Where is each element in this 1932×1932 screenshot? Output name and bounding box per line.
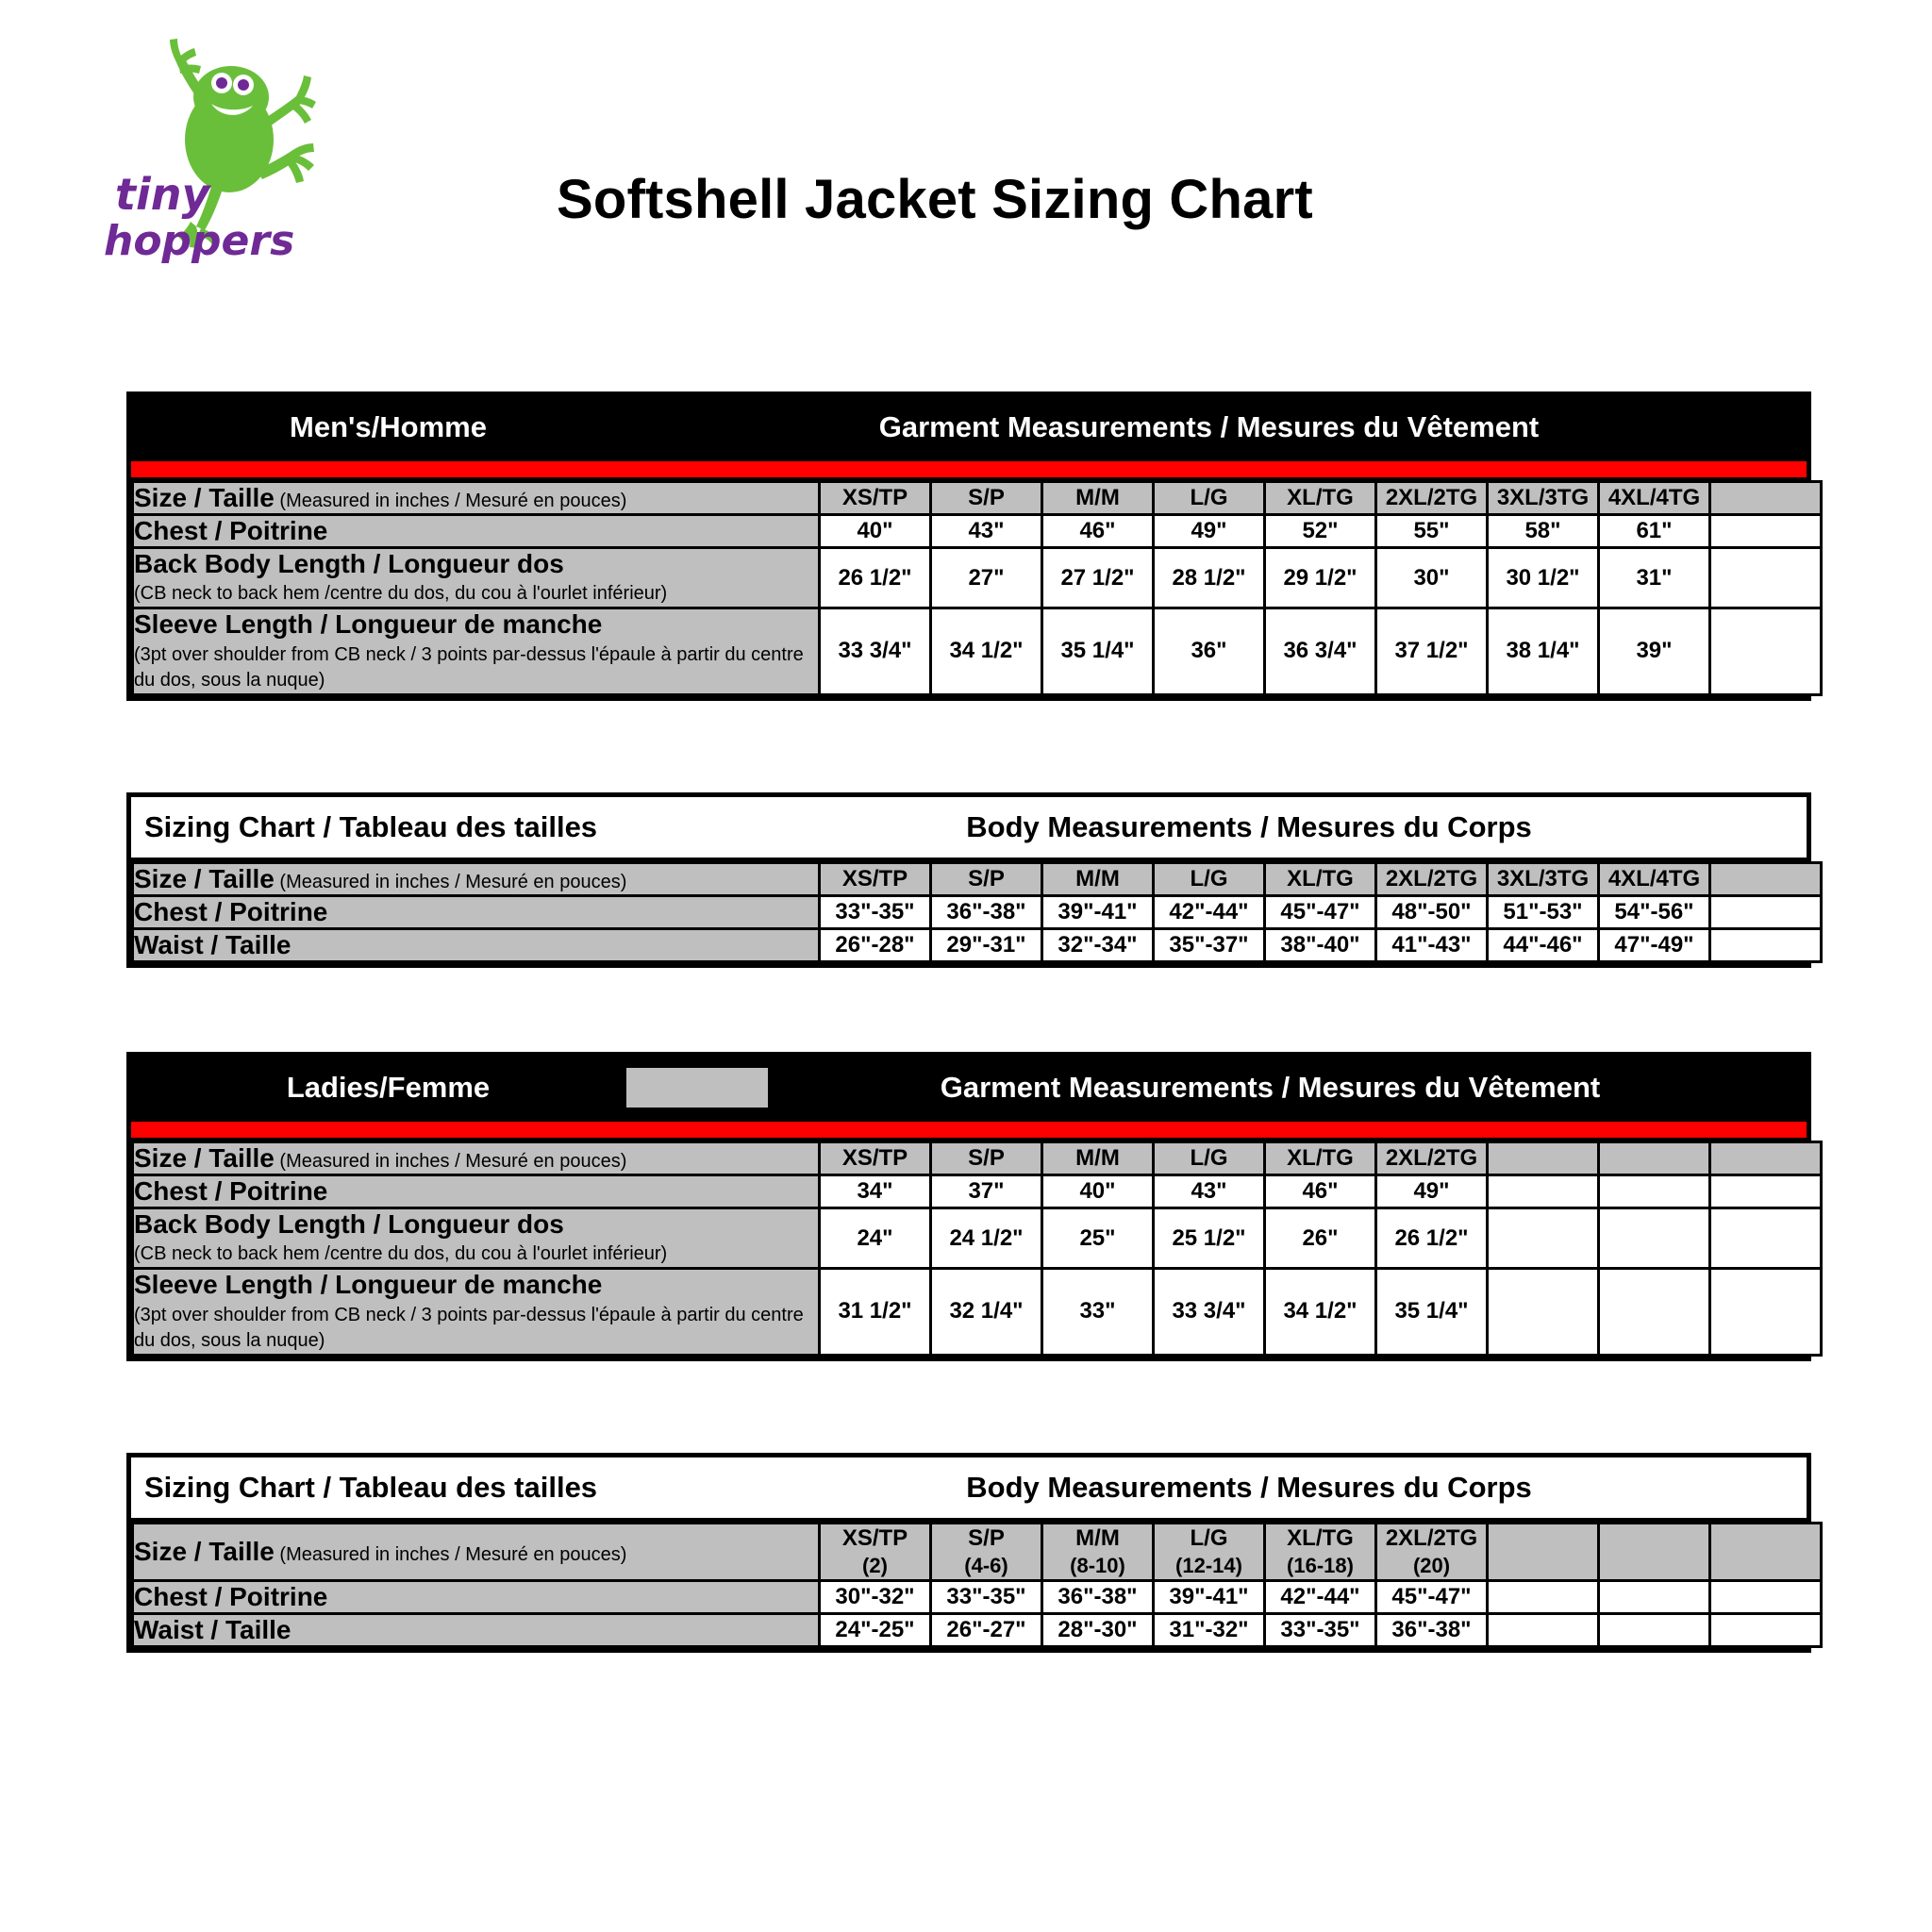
row-label-main: Waist / Taille bbox=[134, 930, 291, 960]
measurement-cell: 42"-44" bbox=[1154, 896, 1265, 929]
measurement-cell: 46" bbox=[1265, 1175, 1376, 1208]
row-label-cell bbox=[133, 896, 820, 929]
measurement-cell: 30 1/2" bbox=[1488, 548, 1599, 608]
size-header-label: M/M bbox=[1075, 485, 1120, 510]
measurement-cell: 37 1/2" bbox=[1376, 608, 1488, 694]
row-label-cell bbox=[133, 1580, 820, 1613]
banner-mens-body bbox=[131, 797, 1807, 861]
red-accent-bar bbox=[131, 458, 1807, 480]
measurement-cell: 33"-35" bbox=[931, 1580, 1042, 1613]
row-label-sub: (3pt over shoulder from CB neck / 3 points par-dessus l'épaule à partir du centre du dos, sous la nuque) bbox=[134, 1304, 804, 1351]
measurement-cell: 52" bbox=[1265, 515, 1376, 548]
size-header-cell bbox=[1265, 1524, 1376, 1581]
measurement-cell: 40" bbox=[1042, 1175, 1154, 1208]
size-header-label: 2XL/2TG bbox=[1385, 1525, 1478, 1551]
table-row bbox=[133, 608, 1822, 694]
measurement-cell: 48"-50" bbox=[1376, 896, 1488, 929]
measurement-cell: 33 3/4" bbox=[1154, 1269, 1265, 1355]
banner-placeholder-box bbox=[626, 1068, 768, 1108]
size-header-cell bbox=[820, 1524, 931, 1581]
size-taille-sub: (Measured in inches / Mesuré en pouces) bbox=[274, 1151, 627, 1172]
size-header-cell bbox=[820, 1142, 931, 1175]
measurement-cell: 38 1/4" bbox=[1488, 608, 1599, 694]
row-label-main: Back Body Length / Longueur dos bbox=[134, 549, 564, 579]
size-header-cell bbox=[1488, 482, 1599, 515]
measurement-cell: 31"-32" bbox=[1154, 1613, 1265, 1646]
size-header-row bbox=[133, 1524, 1822, 1581]
size-header-numeric-sub: (4-6) bbox=[964, 1554, 1008, 1577]
measurement-cell: 30"-32" bbox=[820, 1580, 931, 1613]
measurement-cell: 35"-37" bbox=[1154, 929, 1265, 962]
empty-measurement-cell bbox=[1710, 1175, 1822, 1208]
size-header-label: XL/TG bbox=[1287, 866, 1354, 891]
measurements-table-ladies-garment bbox=[131, 1141, 1823, 1357]
measurement-cell: 51"-53" bbox=[1488, 896, 1599, 929]
measurement-cell: 40" bbox=[820, 515, 931, 548]
measurement-cell: 26 1/2" bbox=[820, 548, 931, 608]
size-header-label: L/G bbox=[1190, 866, 1228, 891]
measurement-cell: 39"-41" bbox=[1042, 896, 1154, 929]
measurement-cell: 34" bbox=[820, 1175, 931, 1208]
empty-measurement-cell bbox=[1710, 515, 1822, 548]
empty-size-header-cell bbox=[1710, 1142, 1822, 1175]
table-row bbox=[133, 1613, 1822, 1646]
table-row bbox=[133, 1175, 1822, 1208]
size-header-cell bbox=[1154, 1524, 1265, 1581]
size-taille-sub: (Measured in inches / Mesuré en pouces) bbox=[274, 491, 627, 511]
measurement-cell: 33"-35" bbox=[820, 896, 931, 929]
measurement-cell: 36" bbox=[1154, 608, 1265, 694]
red-accent-bar bbox=[131, 1119, 1807, 1141]
measurement-cell: 26"-28" bbox=[820, 929, 931, 962]
measurement-cell: 43" bbox=[931, 515, 1042, 548]
size-taille-label-cell bbox=[133, 1524, 820, 1581]
measurement-cell: 42"-44" bbox=[1265, 1580, 1376, 1613]
size-header-label: L/G bbox=[1190, 1145, 1228, 1171]
size-header-row bbox=[133, 863, 1822, 896]
logo-text-line1: tiny bbox=[115, 169, 210, 220]
banner-right-label: Body Measurements / Mesures du Corps bbox=[966, 1471, 1532, 1504]
measurement-cell: 44"-46" bbox=[1488, 929, 1599, 962]
measurements-table-ladies-body bbox=[131, 1522, 1823, 1648]
size-taille-sub: (Measured in inches / Mesuré en pouces) bbox=[274, 872, 627, 892]
row-label-cell bbox=[133, 548, 820, 608]
size-header-cell bbox=[1265, 482, 1376, 515]
banner-right-label: Garment Measurements / Mesures du Vêtement bbox=[878, 410, 1540, 443]
size-header-label: M/M bbox=[1075, 866, 1120, 891]
measurements-table-mens-garment bbox=[131, 480, 1823, 696]
measurement-cell: 39"-41" bbox=[1154, 1580, 1265, 1613]
measurement-cell: 24"-25" bbox=[820, 1613, 931, 1646]
size-header-cell bbox=[1599, 482, 1710, 515]
size-header-label: L/G bbox=[1190, 485, 1228, 510]
measurement-cell: 26" bbox=[1265, 1208, 1376, 1269]
table-block-mens-body bbox=[126, 792, 1811, 968]
size-header-label: M/M bbox=[1075, 1145, 1120, 1171]
measurement-cell: 31" bbox=[1599, 548, 1710, 608]
frog-logo-icon bbox=[94, 28, 330, 274]
banner-mens-garment bbox=[131, 396, 1807, 458]
size-header-numeric-sub: (2) bbox=[862, 1554, 888, 1577]
measurement-cell: 45"-47" bbox=[1265, 896, 1376, 929]
empty-measurement-cell bbox=[1488, 1269, 1599, 1355]
empty-size-header-cell bbox=[1710, 863, 1822, 896]
measurement-cell: 33 3/4" bbox=[820, 608, 931, 694]
banner-left-label: Sizing Chart / Tableau des tailles bbox=[144, 810, 598, 843]
measurement-cell: 35 1/4" bbox=[1376, 1269, 1488, 1355]
empty-measurement-cell bbox=[1488, 1208, 1599, 1269]
size-header-label: S/P bbox=[968, 485, 1005, 510]
row-label-main: Sleeve Length / Longueur de manche bbox=[134, 609, 603, 640]
row-label-main: Chest / Poitrine bbox=[134, 516, 328, 545]
empty-size-header-cell bbox=[1488, 1524, 1599, 1581]
size-header-label: 2XL/2TG bbox=[1385, 866, 1478, 891]
size-header-cell bbox=[1376, 1142, 1488, 1175]
measurement-cell: 45"-47" bbox=[1376, 1580, 1488, 1613]
banner-left-label: Sizing Chart / Tableau des tailles bbox=[144, 1471, 598, 1504]
banner-ladies-garment bbox=[131, 1057, 1807, 1119]
empty-measurement-cell bbox=[1710, 1613, 1822, 1646]
size-header-label: XL/TG bbox=[1287, 1145, 1354, 1171]
size-header-cell bbox=[1042, 482, 1154, 515]
empty-measurement-cell bbox=[1710, 1208, 1822, 1269]
measurement-cell: 58" bbox=[1488, 515, 1599, 548]
measurement-cell: 34 1/2" bbox=[931, 608, 1042, 694]
measurement-cell: 29"-31" bbox=[931, 929, 1042, 962]
size-header-cell bbox=[820, 863, 931, 896]
measurement-cell: 25" bbox=[1042, 1208, 1154, 1269]
row-label-main: Waist / Taille bbox=[134, 1614, 291, 1644]
size-taille-main: Size / Taille bbox=[134, 864, 275, 893]
logo-text-line2: hoppers bbox=[104, 217, 295, 265]
size-header-row bbox=[133, 482, 1822, 515]
table-row bbox=[133, 548, 1822, 608]
measurement-cell: 33"-35" bbox=[1265, 1613, 1376, 1646]
measurement-cell: 29 1/2" bbox=[1265, 548, 1376, 608]
size-header-label: S/P bbox=[968, 1145, 1005, 1171]
size-header-numeric-sub: (20) bbox=[1412, 1554, 1451, 1577]
size-header-cell bbox=[1154, 863, 1265, 896]
banner-ladies-body bbox=[131, 1457, 1807, 1522]
row-label-cell bbox=[133, 1269, 820, 1355]
measurement-cell: 43" bbox=[1154, 1175, 1265, 1208]
size-header-cell bbox=[1042, 1524, 1154, 1581]
page-title: Softshell Jacket Sizing Chart bbox=[557, 169, 1313, 230]
size-header-cell bbox=[1265, 1142, 1376, 1175]
empty-size-header-cell bbox=[1488, 1142, 1599, 1175]
measurement-cell: 31 1/2" bbox=[820, 1269, 931, 1355]
size-header-cell bbox=[1599, 863, 1710, 896]
size-header-numeric-sub: (16-18) bbox=[1287, 1554, 1354, 1577]
size-header-cell bbox=[1042, 863, 1154, 896]
row-label-main: Sleeve Length / Longueur de manche bbox=[134, 1270, 603, 1300]
measurement-cell: 24 1/2" bbox=[931, 1208, 1042, 1269]
empty-measurement-cell bbox=[1599, 1613, 1710, 1646]
measurement-cell: 32"-34" bbox=[1042, 929, 1154, 962]
row-label-cell bbox=[133, 1208, 820, 1269]
size-header-cell bbox=[1042, 1142, 1154, 1175]
table-block-mens-garment bbox=[126, 391, 1811, 701]
measurement-cell: 30" bbox=[1376, 548, 1488, 608]
banner-right-label: Body Measurements / Mesures du Corps bbox=[966, 810, 1532, 843]
empty-measurement-cell bbox=[1599, 1580, 1710, 1613]
measurement-cell: 49" bbox=[1376, 1175, 1488, 1208]
row-label-main: Chest / Poitrine bbox=[134, 1581, 328, 1611]
empty-measurement-cell bbox=[1710, 548, 1822, 608]
size-taille-main: Size / Taille bbox=[134, 483, 275, 512]
empty-size-header-cell bbox=[1599, 1142, 1710, 1175]
size-header-numeric-sub: (12-14) bbox=[1175, 1554, 1242, 1577]
size-header-cell bbox=[931, 863, 1042, 896]
row-label-cell bbox=[133, 608, 820, 694]
size-taille-main: Size / Taille bbox=[134, 1536, 275, 1566]
empty-size-header-cell bbox=[1710, 1524, 1822, 1581]
size-header-label: M/M bbox=[1075, 1525, 1120, 1551]
size-header-label: XS/TP bbox=[841, 1525, 908, 1551]
table-row bbox=[133, 1269, 1822, 1355]
empty-measurement-cell bbox=[1710, 896, 1822, 929]
empty-measurement-cell bbox=[1710, 608, 1822, 694]
row-label-main: Chest / Poitrine bbox=[134, 897, 328, 926]
tiny-hoppers-logo bbox=[94, 28, 330, 274]
empty-measurement-cell bbox=[1599, 1269, 1710, 1355]
measurement-cell: 27" bbox=[931, 548, 1042, 608]
measurement-cell: 36"-38" bbox=[1376, 1613, 1488, 1646]
measurement-cell: 34 1/2" bbox=[1265, 1269, 1376, 1355]
measurement-cell: 38"-40" bbox=[1265, 929, 1376, 962]
size-header-label: 4XL/4TG bbox=[1607, 866, 1701, 891]
measurement-cell: 33" bbox=[1042, 1269, 1154, 1355]
empty-measurement-cell bbox=[1710, 1269, 1822, 1355]
empty-measurement-cell bbox=[1488, 1613, 1599, 1646]
size-taille-label-cell bbox=[133, 1142, 820, 1175]
measurement-cell: 32 1/4" bbox=[931, 1269, 1042, 1355]
empty-measurement-cell bbox=[1710, 929, 1822, 962]
size-header-label: 3XL/3TG bbox=[1496, 866, 1590, 891]
size-header-label: 2XL/2TG bbox=[1385, 485, 1478, 510]
banner-left-label: Men's/Homme bbox=[290, 410, 487, 443]
size-header-cell bbox=[1154, 482, 1265, 515]
row-label-cell bbox=[133, 929, 820, 962]
measurement-cell: 54"-56" bbox=[1599, 896, 1710, 929]
measurement-cell: 26 1/2" bbox=[1376, 1208, 1488, 1269]
table-row bbox=[133, 1208, 1822, 1269]
table-row bbox=[133, 896, 1822, 929]
size-header-label: XS/TP bbox=[841, 1145, 908, 1171]
empty-size-header-cell bbox=[1599, 1524, 1710, 1581]
size-header-row bbox=[133, 1142, 1822, 1175]
row-label-main: Chest / Poitrine bbox=[134, 1176, 328, 1206]
size-header-cell bbox=[1154, 1142, 1265, 1175]
size-header-label: XL/TG bbox=[1287, 485, 1354, 510]
measurement-cell: 61" bbox=[1599, 515, 1710, 548]
measurement-cell: 25 1/2" bbox=[1154, 1208, 1265, 1269]
measurement-cell: 36"-38" bbox=[931, 896, 1042, 929]
measurement-cell: 49" bbox=[1154, 515, 1265, 548]
measurement-cell: 35 1/4" bbox=[1042, 608, 1154, 694]
size-header-cell bbox=[1488, 863, 1599, 896]
measurement-cell: 27 1/2" bbox=[1042, 548, 1154, 608]
document-header bbox=[0, 0, 1932, 283]
size-taille-main: Size / Taille bbox=[134, 1143, 275, 1173]
measurement-cell: 41"-43" bbox=[1376, 929, 1488, 962]
size-taille-label-cell bbox=[133, 863, 820, 896]
row-label-main: Back Body Length / Longueur dos bbox=[134, 1209, 564, 1240]
size-header-label: L/G bbox=[1190, 1525, 1228, 1551]
row-label-sub: (3pt over shoulder from CB neck / 3 points par-dessus l'épaule à partir du centre du dos, sous la nuque) bbox=[134, 643, 804, 691]
size-header-numeric-sub: (8-10) bbox=[1070, 1554, 1125, 1577]
empty-size-header-cell bbox=[1710, 482, 1822, 515]
empty-measurement-cell bbox=[1488, 1175, 1599, 1208]
size-header-label: XS/TP bbox=[841, 485, 908, 510]
size-header-label: 3XL/3TG bbox=[1496, 485, 1590, 510]
measurement-cell: 46" bbox=[1042, 515, 1154, 548]
row-label-cell bbox=[133, 1175, 820, 1208]
measurement-cell: 47"-49" bbox=[1599, 929, 1710, 962]
size-header-cell bbox=[931, 1142, 1042, 1175]
measurements-table-mens-body bbox=[131, 861, 1823, 963]
row-label-cell bbox=[133, 515, 820, 548]
measurement-cell: 28 1/2" bbox=[1154, 548, 1265, 608]
size-header-label: XS/TP bbox=[841, 866, 908, 891]
measurement-cell: 55" bbox=[1376, 515, 1488, 548]
table-row bbox=[133, 929, 1822, 962]
size-taille-sub: (Measured in inches / Mesuré en pouces) bbox=[274, 1543, 627, 1565]
measurement-cell: 26"-27" bbox=[931, 1613, 1042, 1646]
measurement-cell: 37" bbox=[931, 1175, 1042, 1208]
size-header-label: S/P bbox=[968, 866, 1005, 891]
measurement-cell: 36 3/4" bbox=[1265, 608, 1376, 694]
table-block-ladies-body bbox=[126, 1453, 1811, 1653]
banner-left-label: Ladies/Femme bbox=[286, 1071, 491, 1104]
size-header-cell bbox=[931, 1524, 1042, 1581]
measurement-cell: 39" bbox=[1599, 608, 1710, 694]
size-header-label: 2XL/2TG bbox=[1385, 1145, 1478, 1171]
row-label-sub: (CB neck to back hem /centre du dos, du cou à l'ourlet inférieur) bbox=[134, 583, 668, 605]
size-header-cell bbox=[1376, 482, 1488, 515]
empty-measurement-cell bbox=[1599, 1175, 1710, 1208]
size-header-cell bbox=[1265, 863, 1376, 896]
size-header-cell bbox=[931, 482, 1042, 515]
size-header-cell bbox=[1376, 1524, 1488, 1581]
empty-measurement-cell bbox=[1488, 1580, 1599, 1613]
empty-measurement-cell bbox=[1599, 1208, 1710, 1269]
measurement-cell: 24" bbox=[820, 1208, 931, 1269]
row-label-cell bbox=[133, 1613, 820, 1646]
size-header-label: S/P bbox=[968, 1525, 1005, 1551]
empty-measurement-cell bbox=[1710, 1580, 1822, 1613]
size-header-cell bbox=[820, 482, 931, 515]
measurement-cell: 36"-38" bbox=[1042, 1580, 1154, 1613]
table-block-ladies-garment bbox=[126, 1052, 1811, 1361]
table-row bbox=[133, 1580, 1822, 1613]
size-header-label: 4XL/4TG bbox=[1607, 485, 1701, 510]
measurement-cell: 28"-30" bbox=[1042, 1613, 1154, 1646]
size-taille-label-cell bbox=[133, 482, 820, 515]
table-row bbox=[133, 515, 1822, 548]
banner-right-label: Garment Measurements / Mesures du Vêtement bbox=[940, 1071, 1601, 1104]
row-label-sub: (CB neck to back hem /centre du dos, du cou à l'ourlet inférieur) bbox=[134, 1243, 668, 1265]
size-header-cell bbox=[1376, 863, 1488, 896]
size-header-label: XL/TG bbox=[1287, 1525, 1354, 1551]
